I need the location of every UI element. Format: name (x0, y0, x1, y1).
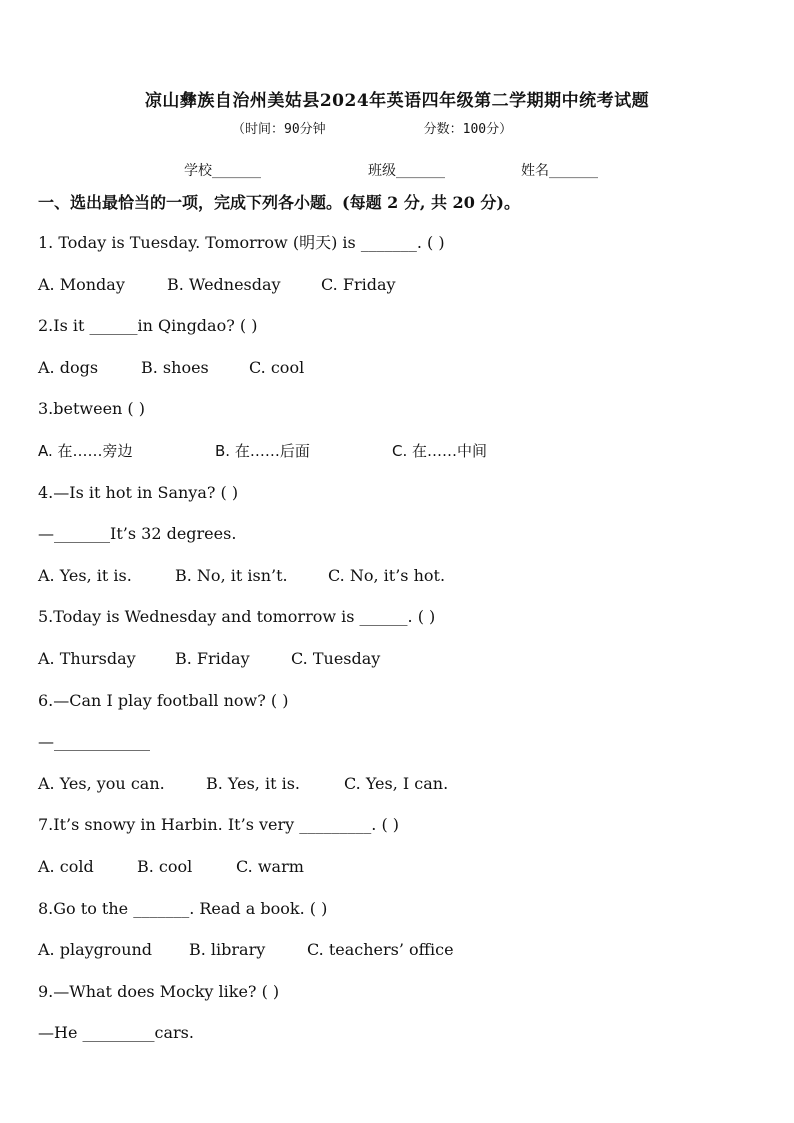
answer-options (38, 855, 768, 897)
question-stem: 7.It’s snowy in Harbin. It’s very _________. ( ) (38, 815, 400, 835)
option-b[interactable]: B. Yes, it is. (206, 773, 300, 793)
name-field[interactable]: 姓名_______ (521, 163, 598, 179)
answer-options (38, 938, 768, 980)
option-b[interactable]: B. library (189, 940, 266, 960)
option-c[interactable]: C. Yes, I can. (344, 773, 449, 793)
question-stem: 5.Today is Wednesday and tomorrow is ______. ( ) (38, 607, 436, 627)
question-list (38, 231, 768, 1063)
option-c[interactable]: C. Tuesday (291, 648, 381, 668)
option-c[interactable]: C. 在……中间 (392, 441, 488, 460)
option-b[interactable]: B. Friday (175, 648, 250, 668)
option-c[interactable]: C. Friday (321, 274, 396, 294)
question-stem: 4.—Is it hot in Sanya? ( ) (38, 482, 239, 502)
answer-options (38, 439, 768, 481)
option-a[interactable]: A. Monday (38, 274, 125, 294)
answer-blank[interactable]: —____________ (38, 732, 150, 752)
question-stem: 6.—Can I play football now? ( ) (38, 690, 289, 710)
page-title: 凉山彝族自治州美姑县2024年英语四年级第二学期期中统考试题 (144, 91, 650, 111)
option-b[interactable]: B. cool (137, 856, 193, 876)
exam-info (232, 118, 512, 137)
option-c[interactable]: C. warm (236, 856, 304, 876)
question-stem: 2.Is it ______in Qingdao? ( ) (38, 316, 258, 336)
exam-time: （时间：90分钟 (232, 122, 326, 137)
class-field[interactable]: 班级_______ (368, 163, 445, 179)
question-stem: 9.—What does Mocky like? ( ) (38, 981, 280, 1001)
section-heading: 一、选出最恰当的一项，完成下列各小题。(每题 2 分, 共 20 分)。 (38, 193, 520, 212)
answer-options (38, 564, 768, 606)
option-c[interactable]: C. No, it’s hot. (328, 565, 446, 585)
option-a[interactable]: A. Yes, you can. (38, 773, 165, 793)
option-a[interactable]: A. 在……旁边 (38, 441, 133, 460)
question-stem: 8.Go to the _______. Read a book. ( ) (38, 898, 328, 918)
option-b[interactable]: B. shoes (141, 357, 209, 377)
answer-options (38, 356, 768, 398)
school-field[interactable]: 学校_______ (184, 163, 261, 179)
option-b[interactable]: B. No, it isn’t. (175, 565, 288, 585)
option-a[interactable]: A. playground (38, 940, 153, 960)
answer-blank[interactable]: —_______It’s 32 degrees. (38, 524, 237, 544)
option-b[interactable]: B. 在……后面 (215, 441, 310, 460)
option-b[interactable]: B. Wednesday (167, 274, 281, 294)
exam-score: 分数：100分） (423, 122, 513, 137)
option-c[interactable]: C. cool (249, 357, 305, 377)
option-c[interactable]: C. teachers’ office (307, 940, 454, 960)
option-a[interactable]: A. dogs (38, 357, 99, 377)
option-a[interactable]: A. cold (38, 856, 94, 876)
option-a[interactable]: A. Thursday (38, 648, 136, 668)
question-stem: 1. Today is Tuesday. Tomorrow (明天) is _______. ( ) (38, 233, 445, 252)
answer-blank[interactable]: —He _________cars. (38, 1023, 194, 1043)
option-a[interactable]: A. Yes, it is. (38, 565, 132, 585)
question-stem: 3.between ( ) (38, 399, 145, 419)
answer-options (38, 772, 768, 814)
answer-options (38, 273, 768, 315)
answer-options (38, 647, 768, 689)
